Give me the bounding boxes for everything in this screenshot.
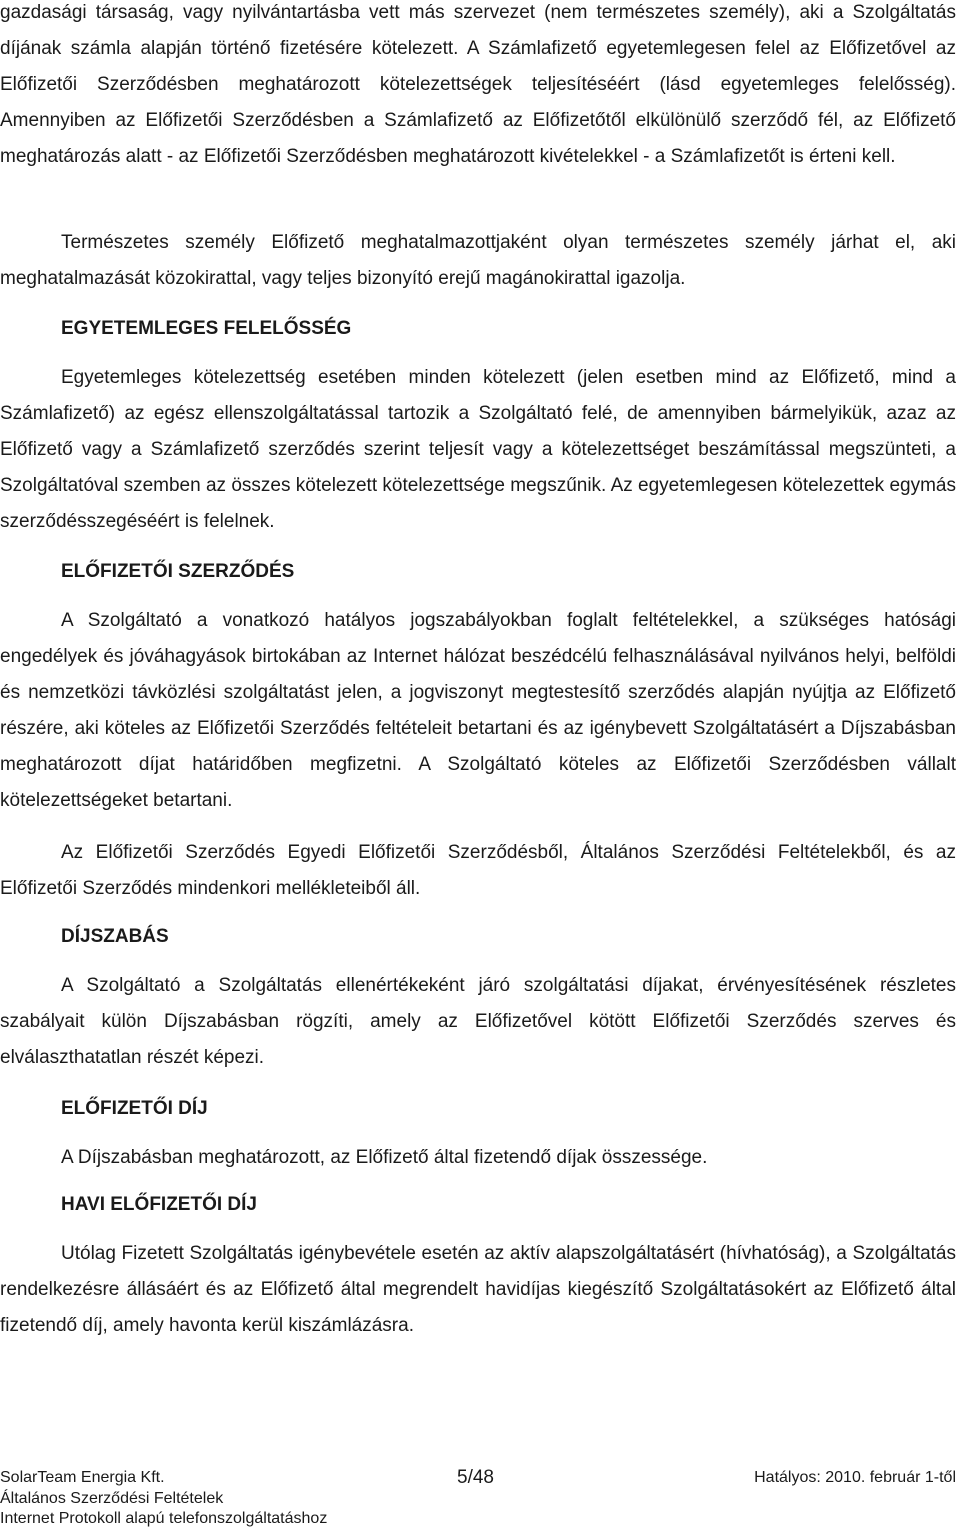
natural-person-paragraph: Természetes személy Előfizető meghatalmazottjaként olyan természetes személy járhat el, aki meghatalmazását közokirattal, vagy teljes bizonyító erejű magánokirattal igazolja.	[0, 232, 956, 289]
heading-joint-liability: EGYETEMLEGES FELELŐSSÉG	[61, 318, 352, 339]
monthly-fee-paragraph: Utólag Fizetett Szolgáltatás igénybevétele esetén az aktív alapszolgáltatásért (hívhatóság), a Szolgáltatás rendelkezésre állásáért és az Előfizető által megrendelt havidíjas kiegészítő Szolgáltatásokért az Előfizető által fizetendő díj, amely havonta kerül kiszámlázásra.	[0, 1243, 956, 1336]
subscriber-contract-paragraph: A Szolgáltató a vonatkozó hatályos jogszabályokban foglalt feltételekkel, a szükséges hatósági engedélyek és jóváhagyások birtokában az Internet hálózat beszédcélú felhasználásával nyilvános helyi, belföldi és nemzetközi távközlési szolgáltatást jelen, a jogviszonyt megtestesítő szerződés alapján nyújtja az Előfizető részére, aki köteles az Előfizetői Szerződés feltételeit betartani és az igénybevett Szolgáltatásért a Díjszabásban meghatározott díjat határidőben megfizetni. A Szolgáltató köteles az Előfizetői Szerződésben vállalt kötelezettségeket betartani.	[0, 610, 956, 811]
footer-row-bottom	[0, 1509, 960, 1529]
contract-parts-paragraph: Az Előfizetői Szerződés Egyedi Előfizetői Szerződésből, Általános Szerződési Feltételekből, és az Előfizetői Szerződés mindenkori mellékleteiből áll.	[0, 842, 956, 899]
heading-tariff: DÍJSZABÁS	[61, 926, 169, 947]
heading-monthly-fee: HAVI ELŐFIZETŐI DÍJ	[61, 1194, 257, 1215]
heading-subscription-fee: ELŐFIZETŐI DÍJ	[61, 1098, 208, 1119]
footer-doc-subtitle: Internet Protokoll alapú telefonszolgáltatáshoz	[0, 1510, 328, 1527]
footer-effective-date: Hatályos: 2010. február 1-től	[754, 1469, 956, 1486]
footer-doc-title: Általános Szerződési Feltételek	[0, 1490, 224, 1507]
footer-row-middle	[0, 1489, 960, 1509]
intro-paragraph: gazdasági társaság, vagy nyilvántartásba vett más szervezet (nem természetes személy), aki a Szolgáltatás díjának számla alapján történő fizetésére kötelezett. A Számlafizető egyetemlegesen felel az Előfizetővel az Előfizetői Szerződésben meghatározott kötelezettségek teljesítéséért (lásd egyetemleges felelősség). Amennyiben az Előfizetői Szerződésben a Számlafizető az Előfizetőtől elkülönülő szerződő fél, az Előfizető meghatározás alatt - az Előfizetői Szerződésben meghatározott kivételekkel - a Számlafizetőt is érteni kell.	[0, 2, 956, 167]
joint-liability-paragraph: Egyetemleges kötelezettség esetében minden kötelezett (jelen esetben mind az Előfizető, mind a Számlafizető) az egész ellenszolgáltatással tartozik a Szolgáltató felé, de amennyiben bármelyikük, azaz az Előfizető vagy a Számlafizető szerződés szerint teljesít vagy a kötelezettséget beszámítással megszünteti, a Szolgáltatóval szemben az összes kötelezett kötelezettsége megszűnik. Az egyetemlegesen kötelezettek egymás szerződésszegéséért is felelnek.	[0, 367, 956, 532]
subscription-fee-paragraph: A Díjszabásban meghatározott, az Előfizető által fizetendő díjak összessége.	[61, 1147, 708, 1168]
page-footer	[0, 1467, 960, 1529]
footer-row-top	[0, 1467, 960, 1489]
footer-page-number: 5/48	[457, 1467, 494, 1488]
heading-subscriber-contract: ELŐFIZETŐI SZERZŐDÉS	[61, 561, 295, 582]
footer-company: SolarTeam Energia Kft.	[0, 1469, 165, 1486]
tariff-paragraph: A Szolgáltató a Szolgáltatás ellenértékeként járó szolgáltatási díjakat, érvényesítésének részletes szabályait külön Díjszabásban rögzíti, amely az Előfizetővel kötött Előfizetői Szerződés szerves és elválaszthatatlan részét képezi.	[0, 975, 956, 1068]
